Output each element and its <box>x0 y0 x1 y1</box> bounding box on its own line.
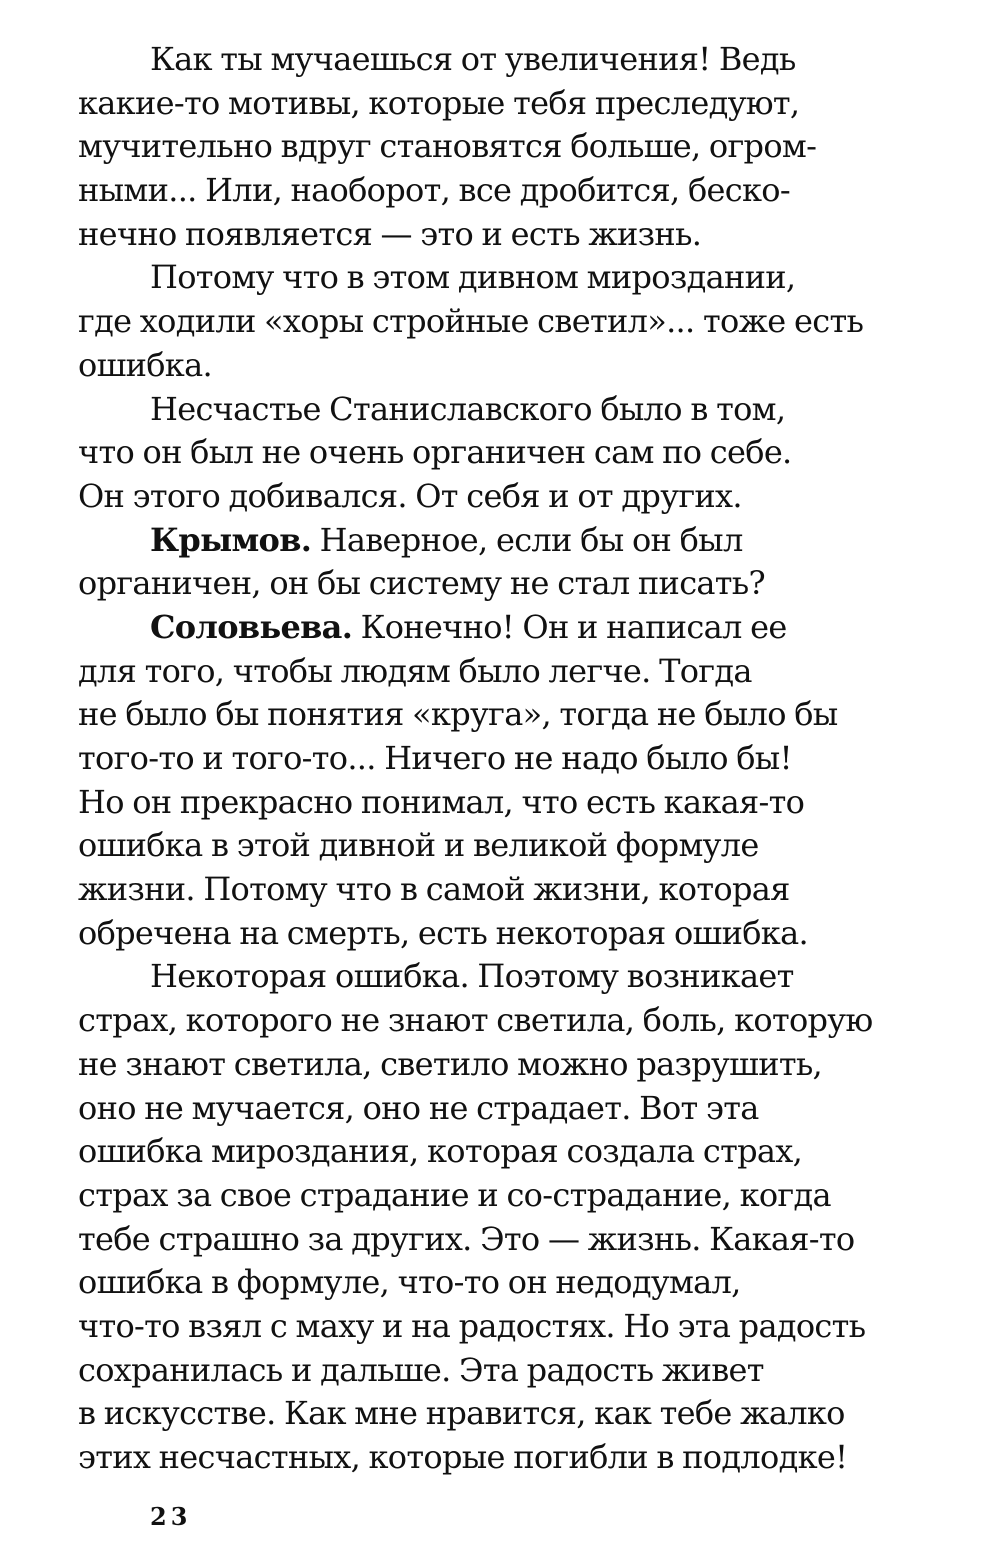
speech-text: Наверное, если бы он был <box>311 520 743 559</box>
text-line: страх за свое страдание и со-страдание, когда <box>78 1175 831 1214</box>
text-line: этих несчастных, которые погибли в подлодке! <box>78 1438 848 1476</box>
text-line: для того, чтобы людям было легче. Тогда <box>78 651 752 690</box>
speaker-name: Крымов. <box>150 520 312 559</box>
text-line: ошибка мироздания, которая создала страх, <box>78 1132 803 1171</box>
text-line: Потому что в этом дивном мироздании, <box>150 258 796 297</box>
text-line: ными... Или, наоборот, все дробится, беско- <box>78 171 790 210</box>
text-line: страх, которого не знают светила, боль, которую <box>78 1001 873 1040</box>
text-line: не знают светила, светило можно разрушить, <box>78 1044 823 1083</box>
text-line: нечно появляется — это и есть жизнь. <box>78 214 702 253</box>
dialogue-paragraph <box>78 519 938 606</box>
text-line: ошибка в формуле, что-то он недодумал, <box>78 1263 741 1302</box>
paragraph <box>78 955 938 1479</box>
text-line: Некоторая ошибка. Поэтому возникает <box>150 957 794 996</box>
text-line: органичен, он бы систему не стал писать? <box>78 564 765 603</box>
text-line: в искусстве. Как мне нравится, как тебе жалко <box>78 1394 845 1433</box>
dialogue-paragraph <box>78 606 938 956</box>
page-text <box>78 38 938 1480</box>
text-line: не было бы понятия «круга», тогда не было бы <box>78 695 838 734</box>
text-line: оно не мучается, оно не страдает. Вот эта <box>78 1088 759 1127</box>
text-line: жизни. Потому что в самой жизни, которая <box>78 870 790 909</box>
paragraph <box>78 388 938 519</box>
text-line: Он этого добивался. От себя и от других. <box>78 476 742 515</box>
text-line <box>78 606 938 650</box>
text-line: Как ты мучаешься от увеличения! Ведь <box>150 40 796 78</box>
speech-text: Конечно! Он и написал ее <box>352 607 787 646</box>
text-line: обречена на смерть, есть некоторая ошибка. <box>78 913 808 952</box>
text-line <box>78 519 938 563</box>
text-line: ошибка. <box>78 345 212 384</box>
text-line: какие-то мотивы, которые тебя преследуют, <box>78 83 800 122</box>
speaker-name: Соловьева. <box>150 607 353 646</box>
text-line: где ходили «хоры стройные светил»... тоже есть <box>78 302 864 341</box>
text-line: ошибка в этой дивной и великой формуле <box>78 826 759 865</box>
text-line: того-то и того-то... Ничего не надо было бы! <box>78 739 792 777</box>
text-line: что он был не очень органичен сам по себе. <box>78 433 792 472</box>
text-line: сохранилась и дальше. Эта радость живет <box>78 1350 764 1389</box>
text-line: мучительно вдруг становятся больше, огром- <box>78 127 817 166</box>
text-line: что-то взял с маху и на радостях. Но эта радость <box>78 1306 866 1345</box>
paragraph <box>78 256 938 387</box>
paragraph <box>78 38 938 256</box>
page-number: 23 <box>150 1502 192 1531</box>
text-line: Несчастье Станиславского было в том, <box>150 389 786 428</box>
text-line: Но он прекрасно понимал, что есть какая-то <box>78 782 805 821</box>
text-line: тебе страшно за других. Это — жизнь. Какая-то <box>78 1219 855 1258</box>
